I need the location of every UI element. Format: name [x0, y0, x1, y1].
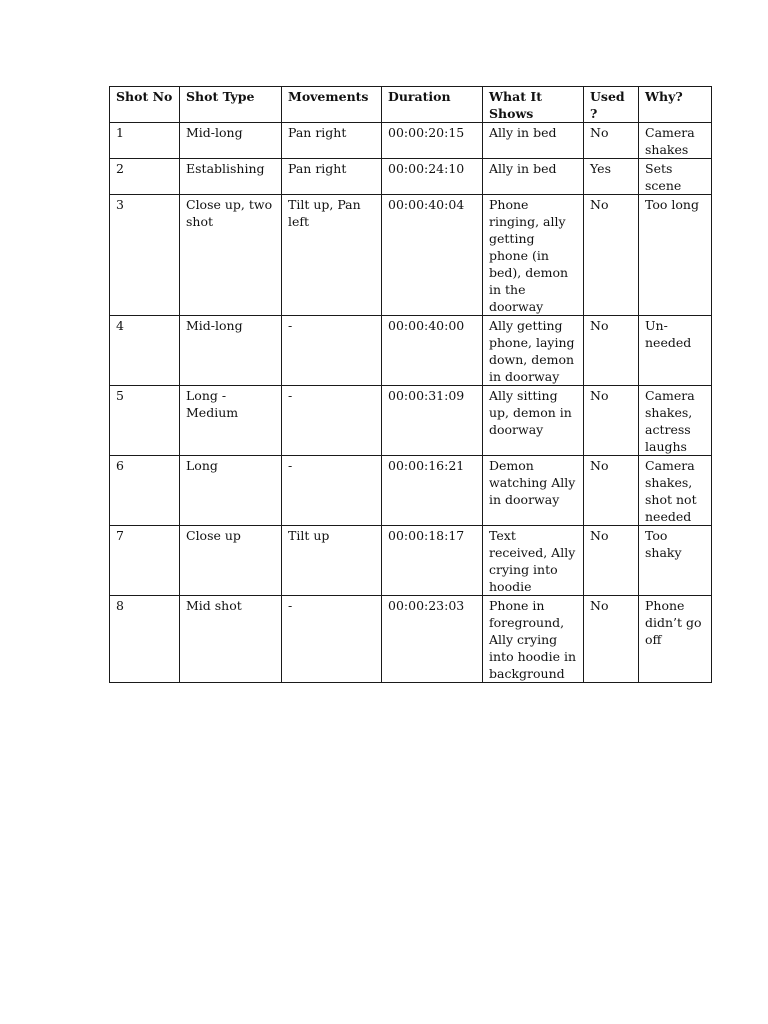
cell-what-it-shows: Ally in bed	[483, 159, 584, 195]
header-duration: Duration	[382, 87, 483, 123]
table-header-row	[110, 87, 712, 123]
table-row	[110, 596, 712, 683]
cell-why: Camera shakes, shot not needed	[639, 456, 712, 526]
cell-duration: 00:00:20:15	[382, 123, 483, 159]
cell-duration: 00:00:23:03	[382, 596, 483, 683]
cell-why: Too shaky	[639, 526, 712, 596]
cell-used: No	[584, 123, 639, 159]
cell-why: Too long	[639, 195, 712, 316]
cell-movements: -	[282, 316, 382, 386]
table-row	[110, 456, 712, 526]
cell-duration: 00:00:40:04	[382, 195, 483, 316]
header-shot-type: Shot Type	[180, 87, 282, 123]
cell-why: Camera shakes	[639, 123, 712, 159]
cell-used: No	[584, 456, 639, 526]
cell-what-it-shows: Demon watching Ally in doorway	[483, 456, 584, 526]
table-row	[110, 195, 712, 316]
cell-shot-no: 3	[110, 195, 180, 316]
cell-movements: Pan right	[282, 123, 382, 159]
header-used: Used ?	[584, 87, 639, 123]
cell-duration: 00:00:18:17	[382, 526, 483, 596]
cell-shot-type: Mid-long	[180, 316, 282, 386]
cell-shot-no: 6	[110, 456, 180, 526]
cell-shot-type: Mid-long	[180, 123, 282, 159]
cell-movements: -	[282, 386, 382, 456]
cell-movements: Tilt up, Pan left	[282, 195, 382, 316]
cell-shot-type: Close up	[180, 526, 282, 596]
cell-what-it-shows: Text received, Ally crying into hoodie	[483, 526, 584, 596]
cell-used: Yes	[584, 159, 639, 195]
cell-what-it-shows: Phone in foreground, Ally crying into hoodie in background	[483, 596, 584, 683]
cell-what-it-shows: Ally in bed	[483, 123, 584, 159]
cell-why: Un-needed	[639, 316, 712, 386]
cell-duration: 00:00:16:21	[382, 456, 483, 526]
table-row	[110, 123, 712, 159]
cell-used: No	[584, 386, 639, 456]
cell-why: Camera shakes, actress laughs	[639, 386, 712, 456]
cell-shot-type: Long	[180, 456, 282, 526]
cell-movements: Pan right	[282, 159, 382, 195]
cell-used: No	[584, 195, 639, 316]
table-row	[110, 526, 712, 596]
cell-shot-type: Long - Medium	[180, 386, 282, 456]
cell-shot-type: Establishing	[180, 159, 282, 195]
cell-why: Sets scene	[639, 159, 712, 195]
cell-shot-type: Mid shot	[180, 596, 282, 683]
shot-list-table	[109, 86, 712, 683]
cell-shot-no: 5	[110, 386, 180, 456]
header-why: Why?	[639, 87, 712, 123]
cell-shot-type: Close up, two shot	[180, 195, 282, 316]
header-movements: Movements	[282, 87, 382, 123]
cell-used: No	[584, 526, 639, 596]
cell-movements: -	[282, 596, 382, 683]
cell-used: No	[584, 596, 639, 683]
table-row	[110, 159, 712, 195]
cell-duration: 00:00:31:09	[382, 386, 483, 456]
table-row	[110, 386, 712, 456]
cell-duration: 00:00:24:10	[382, 159, 483, 195]
cell-what-it-shows: Ally sitting up, demon in doorway	[483, 386, 584, 456]
cell-duration: 00:00:40:00	[382, 316, 483, 386]
cell-movements: -	[282, 456, 382, 526]
table-row	[110, 316, 712, 386]
cell-used: No	[584, 316, 639, 386]
header-what-it-shows: What It Shows	[483, 87, 584, 123]
cell-shot-no: 2	[110, 159, 180, 195]
cell-shot-no: 7	[110, 526, 180, 596]
cell-why: Phone didn’t go off	[639, 596, 712, 683]
cell-shot-no: 1	[110, 123, 180, 159]
cell-movements: Tilt up	[282, 526, 382, 596]
cell-what-it-shows: Phone ringing, ally getting phone (in bed), demon in the doorway	[483, 195, 584, 316]
header-shot-no: Shot No	[110, 87, 180, 123]
cell-shot-no: 4	[110, 316, 180, 386]
cell-shot-no: 8	[110, 596, 180, 683]
cell-what-it-shows: Ally getting phone, laying down, demon in doorway	[483, 316, 584, 386]
